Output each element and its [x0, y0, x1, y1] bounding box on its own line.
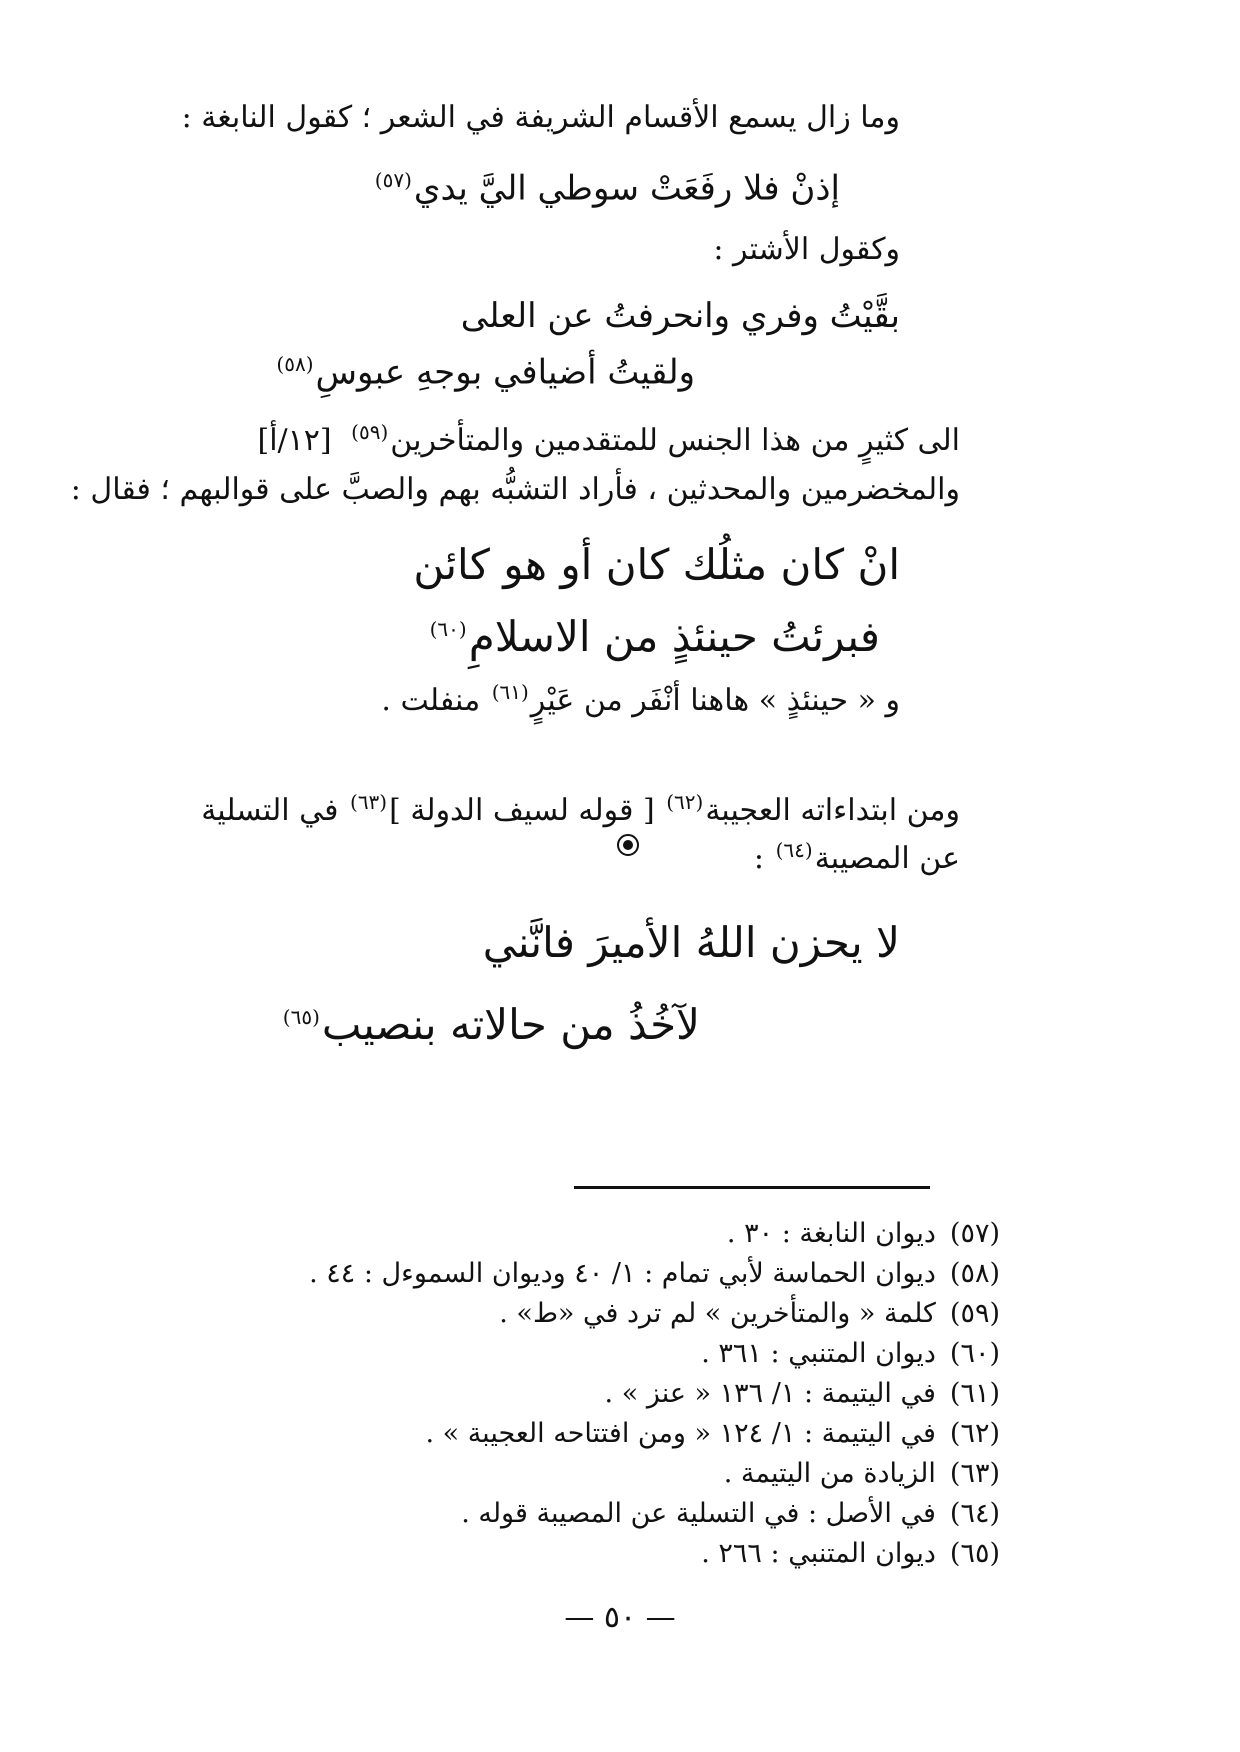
footnote-ref-59[interactable]: (٥٩) [351, 420, 389, 444]
paragraph-line-4: والمخضرمين والمحدثين ، فأراد التشبُّه بهم والصبَّ على قوالبهم ؛ فقال : [70, 472, 960, 507]
paragraph-line-5: و « حينئذٍ » هاهنا أنْفَر من عَيْرٍ$^{(٦١)}$ منفلت . [381, 680, 900, 718]
footnote-65: (٦٥)ديوان المتنبي : ٢٦٦ . [701, 1538, 1000, 1569]
footnote-60: (٦٠)ديوان المتنبي : ٣٦١ . [701, 1338, 1000, 1369]
footnote-59: (٥٩)كلمة « والمتأخرين » لم ترد في «ط» . [499, 1298, 1000, 1329]
footnote-ref-60[interactable]: (٦٠) [429, 617, 467, 641]
footnote-ref-61[interactable]: (٦١) [491, 680, 529, 704]
footnote-separator [574, 1186, 930, 1189]
footnote-62: (٦٢)في اليتيمة : ١/ ١٢٤ « ومن افتتاحه العجيبة » . [425, 1418, 1000, 1449]
footnote-57: (٥٧)ديوان النابغة : ٣٠ . [726, 1218, 1000, 1249]
folio-marker: [١٢/أ] [257, 423, 332, 458]
footnote-ref-64[interactable]: (٦٤) [775, 838, 813, 862]
paragraph-line-3: الى كثيرٍ من هذا الجنس للمتقدمين والمتأخرين$^{(٥٩)}$ [١٢/أ] [257, 420, 960, 458]
footnote-61: (٦١)في اليتيمة : ١/ ١٣٦ « عنز » . [604, 1378, 1000, 1409]
verse-1: إذنْ فلا رفَعَتْ سوطي اليَّ يدي$^{(٥٧)}$ [374, 168, 840, 209]
verse-2-second-hemistich: ولقيتُ أضيافي بوجهِ عبوسِ$^{(٥٨)}$ [276, 352, 695, 393]
section-divider-bullet [617, 834, 639, 856]
footnote-ref-57[interactable]: (٥٧) [374, 168, 412, 192]
footnote-ref-58[interactable]: (٥٨) [276, 352, 314, 376]
footnote-64: (٦٤)في الأصل : في التسلية عن المصيبة قوله . [461, 1498, 1000, 1529]
footnote-ref-62[interactable]: (٦٢) [666, 790, 704, 814]
verse-4-second-hemistich: لآخُذُ من حالاته بنصيب$^{(٦٥)}$ [282, 1000, 700, 1049]
footnote-58: (٥٨)ديوان الحماسة لأبي تمام : ١/ ٤٠ وديوان السموءل : ٤٤ . [309, 1258, 1000, 1289]
verse-3-second-hemistich: فبرئتُ حينئذٍ من الاسلامِ$^{(٦٠)}$ [429, 612, 880, 661]
footnote-ref-65[interactable]: (٦٥) [282, 1005, 320, 1029]
page-number: — ٥٠ — [564, 1600, 676, 1635]
footnote-ref-63[interactable]: (٦٣) [350, 790, 388, 814]
paragraph-line-2: وكقول الأشتر : [713, 232, 900, 267]
paragraph-line-7: عن المصيبة$^{(٦٤)}$ : [753, 838, 960, 876]
verse-3-first-hemistich: انْ كان مثلُك كان أو هو كائن [413, 540, 900, 589]
verse-4-first-hemistich: لا يحزن اللهُ الأميرَ فانَّني [482, 918, 900, 967]
footnote-63: (٦٣)الزيادة من اليتيمة . [723, 1458, 1000, 1489]
paragraph-line-6: ومن ابتداءاته العجيبة$^{(٦٢)}$ [ قوله لسيف الدولة ]$^{(٦٣)}$ في التسلية [201, 790, 960, 828]
verse-2-first-hemistich: بقَّيْتُ وفري وانحرفتُ عن العلى [460, 296, 900, 336]
paragraph-line-1: وما زال يسمع الأقسام الشريفة في الشعر ؛ كقول النابغة : [181, 100, 900, 135]
